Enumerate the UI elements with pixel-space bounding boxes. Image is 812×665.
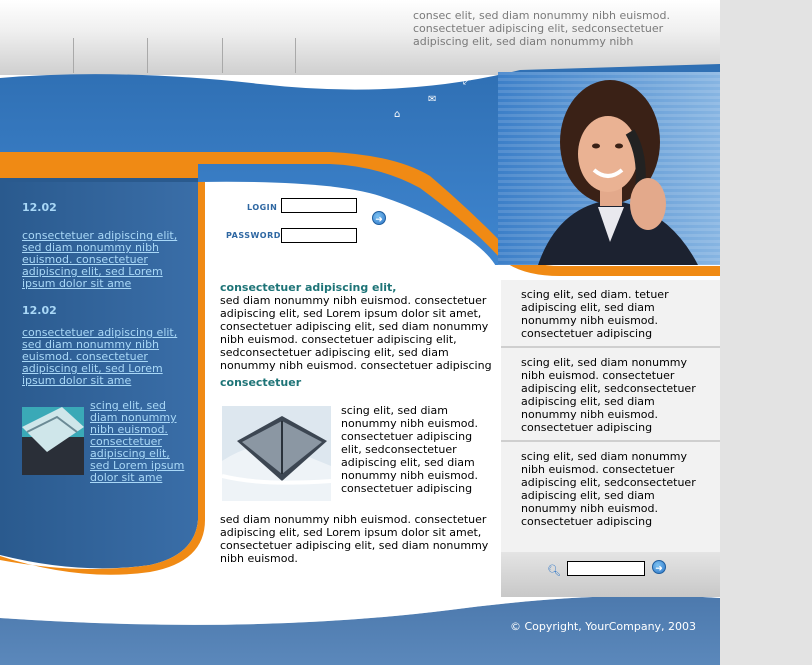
arrow-right-icon: ➜ xyxy=(375,214,383,224)
login-go-button[interactable] xyxy=(372,211,386,225)
home-icon[interactable]: ⌂ xyxy=(394,109,401,120)
news-link[interactable]: scing elit, sed diam nonummy nibh euismod. consectetuer adipiscing elit, sed Lorem ipsum dolor sit ame xyxy=(90,399,185,484)
book-image xyxy=(222,406,331,501)
main-content xyxy=(220,281,495,389)
login-input[interactable] xyxy=(281,198,357,213)
copyright-text: © Copyright, YourCompany, 2003 xyxy=(510,620,697,633)
section-heading: consectetuer xyxy=(220,376,302,389)
login-label: LOGIN xyxy=(247,203,278,212)
section-text: scing elit, sed diam nonummy nibh euismod. consectetuer adipiscing elit, sedconsectetuer adipiscing elit, sed diam nonummy nibh euismod. consectetuer adipiscing xyxy=(341,404,479,495)
search-icon: 🔍︎ xyxy=(547,564,561,577)
password-input[interactable] xyxy=(281,228,357,243)
right-text-block: scing elit, sed diam. tetuer adipiscing elit, sed diam nonummy nibh euismod. consectetuer adipiscing xyxy=(501,280,720,348)
header-tagline: consec elit, sed diam nonummy nibh euismod. consectetuer adipiscing elit, sedconsectetuer adipiscing elit, sed diam nonummy nibh xyxy=(413,9,670,48)
search-input[interactable] xyxy=(567,561,645,576)
right-text-block: scing elit, sed diam nonummy nibh euismod. consectetuer adipiscing elit, sedconsectetuer adipiscing elit, sed diam nonummy nibh euismod. consectetuer adipiscing xyxy=(501,348,720,442)
news-link[interactable]: consectetuer adipiscing elit, sed diam nonummy nibh euismod. consectetuer adipiscing elit, sed Lorem ipsum dolor sit ame xyxy=(22,326,178,387)
main-heading: consectetuer adipiscing elit, xyxy=(220,281,397,294)
arrow-right-icon: ➜ xyxy=(655,563,663,573)
bottom-paragraph: sed diam nonummy nibh euismod. consectetuer adipiscing elit, sed Lorem ipsum dolor sit amet, consectetuer adipiscing elit, sed diam nonummy nibh euismod. xyxy=(220,513,489,565)
right-column xyxy=(501,280,720,552)
search-go-button[interactable] xyxy=(652,560,666,574)
sitemap-icon[interactable]: ⤢ xyxy=(463,76,471,87)
news-date: 12.02 xyxy=(22,304,57,317)
news-date: 12.02 xyxy=(22,201,57,214)
news-link[interactable]: consectetuer adipiscing elit, sed diam nonummy nibh euismod. consectetuer adipiscing elit, sed Lorem ipsum dolor sit ame xyxy=(22,229,178,290)
right-text-block: scing elit, sed diam nonummy nibh euismod. consectetuer adipiscing elit, sedconsectetuer adipiscing elit, sed diam nonummy nibh euismod. consectetuer adipiscing xyxy=(521,450,696,528)
main-paragraph: sed diam nonummy nibh euismod. consectetuer adipiscing elit, sed Lorem ipsum dolor sit amet, consectetuer adipiscing elit, sed diam nonummy nibh euismod. consectetuer adipiscing elit, sedconsectetuer adipiscing elit, sed diam nonummy nibh euismod. consectetuer adipiscing xyxy=(220,294,492,372)
news-thumbnail-image xyxy=(22,407,84,475)
search-box xyxy=(501,552,720,597)
hero-photo xyxy=(498,72,720,265)
password-label: PASSWORD xyxy=(226,231,281,240)
mail-icon[interactable]: ✉ xyxy=(428,94,437,105)
